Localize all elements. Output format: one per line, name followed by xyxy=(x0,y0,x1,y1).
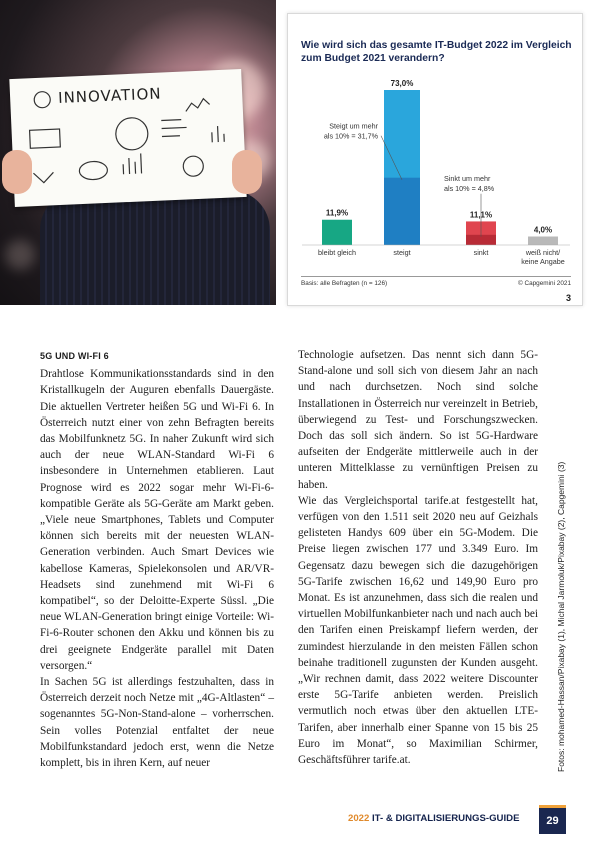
section-heading: 5G UND WI-FI 6 xyxy=(40,351,109,361)
value-label-1: 73,0% xyxy=(390,79,414,88)
paragraph: Wie das Vergleichsportal tarife.at festgestellt hat, verfügen von den 1.511 seit 2020 neu auf Geizhals gelisteten Handys 609 über ein 5G-Modem. Die Preise liegen zwischen 177 und 3.349 Euro. Im Gegensatz dazu bewegen sich die dazugehörigen 5G-Tarife zwischen 16,62 und 149,90 Euro pro Monat. Es ist anzunehmen, dass sich die realen und virtuellen Mobilfunkanbieter nach und nach auch bei den Tarifen einen Preiskampf liefern werden, der zumindest hierzulande in den meisten Fällen schon beinahe traditionell zugunsten der Kunden ausgeht. „Wir rechnen damit, dass 2022 weitere Discounter erste 5G-Tarife anbieten werden. Preislich vermutlich noch etwas über den aktuellen LTE-Tarifen, aber innerhalb einer Spanne von 15 bis 25 Euro im Monat“, so Maximilian Schirmer, Geschäftsführer tarife.at. xyxy=(298,494,538,767)
chart-basis: Basis: alle Befragten (n = 126) xyxy=(301,280,388,287)
value-label-2: 11,1% xyxy=(469,210,493,220)
photo-credit: Fotos: mohamed-Hassan/Pixabay (1), Michal Jarmoluk/Pixabay (2), Capgemini (3) xyxy=(556,461,566,772)
paragraph: Technologie aufsetzen. Das nennt sich dann 5G-Stand-alone und soll sich von diesem Jahr an nach und nach durchsetzen. Noch sind solche Installationen in Österreich nur vereinzelt in Betrieb, überwiegend zu Test- und Forschungszwecken. Doch das soll sich ändern. So ist 5G-Hardware aufseiten der Endgeräte mittlerweile auch in der unteren Mittelklasse zu vernünftigen Preisen zu haben. xyxy=(298,349,538,491)
footer-guide-title: IT- & DIGITALISIERUNGS-GUIDE xyxy=(369,813,520,824)
article-column-right xyxy=(298,347,538,768)
category-label-1: steigt xyxy=(393,248,411,257)
board-title: INNOVATION xyxy=(57,84,162,107)
right-hand xyxy=(232,150,262,194)
sub-segment-0 xyxy=(384,178,420,245)
whiteboard xyxy=(9,69,246,207)
figure-number: 3 xyxy=(565,293,571,303)
chart-title: Wie wird sich das gesamte IT-Budget 2022 im Vergleich zum Budget 2021 verandern? xyxy=(301,40,572,64)
chart-source: © Capgemini 2021 xyxy=(517,280,571,287)
annotation-0: Steigt um mehr xyxy=(329,121,378,131)
innovation-photo xyxy=(0,0,276,305)
category-label-3: keine Angabe xyxy=(521,257,565,266)
value-label-0: 11,9% xyxy=(325,208,349,218)
category-label-3: weiß nicht/ xyxy=(525,248,561,257)
left-hand xyxy=(2,150,32,194)
category-label-0: bleibt gleich xyxy=(318,248,356,257)
value-label-3: 4,0% xyxy=(533,225,553,235)
bar-chart xyxy=(288,14,584,307)
paragraph: In Sachen 5G ist allerdings festzuhalten, dass in Österreich derzeit noch Netze mit „4G-Altlasten“ – sogenanntes 5G-Non-Stand-alone – vorherrschen. Sein volles Potenzial entfaltet der neue Mobilfunkstandard jedoch erst, wenn die Netze komplett, bis in ihren Kern, auf neuer xyxy=(40,676,274,770)
footer-year: 2022 xyxy=(348,813,370,824)
chart-footnote xyxy=(301,276,571,287)
chart-card xyxy=(287,13,583,306)
bar-0 xyxy=(322,220,352,245)
paragraph: Drahtlose Kommunikationsstandards sind in den Kristallkugeln der Auguren ebenfalls Dauergäste. Die aktuellen Vertreter heißen 5G und Wi-Fi 6. In Österreich nutzt einer von zehn Befragten bereits das Mobilfunknetz 5G. In naher Zukunft wird sich auch der neue WLAN-Standard Wi-Fi 6 insbesondere in Unternehmen etablieren. Laut Prognose wird es 2022 sogar mehr Wi-Fi-6-kompatible Geräte als 5G-Geräte am Markt geben. „Viele neue Smartphones, Tablets und Computer können sich bereits mit der neuesten WLAN-Generation verbinden. Auch Smart Devices wie kabellose Kameras, Spielekonsolen und AR/VR-Headsets sind zunehmend mit Wi-Fi 6 kompatibel“, so der Deloitte-Experte Süssl. „Die neue WLAN-Generation bringt einige Vorteile: Wi-Fi-6-Router schonen den Akku und können bis zu drei geeignete Endgeräte parallel mit Daten versorgen.“ xyxy=(40,368,274,672)
annotation-1: Sinkt um mehr xyxy=(444,173,491,183)
footer-title xyxy=(348,813,519,824)
annotation-1: als 10% = 4,8% xyxy=(444,183,495,193)
annotation-0: als 10% = 31,7% xyxy=(323,131,378,141)
board-sketches xyxy=(9,69,246,207)
page-number: 29 xyxy=(539,808,566,834)
suit xyxy=(40,190,270,305)
article-column-left xyxy=(40,348,274,771)
category-label-2: sinkt xyxy=(473,248,489,257)
bar-3 xyxy=(528,237,558,245)
